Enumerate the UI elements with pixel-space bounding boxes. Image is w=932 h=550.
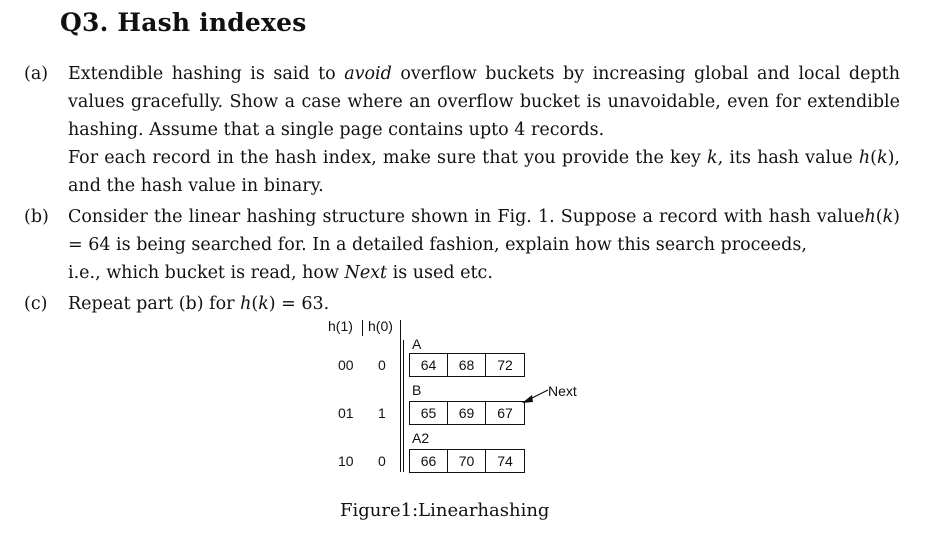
separator-h0-bucket-2: [403, 340, 404, 472]
header-h1: h(1): [328, 318, 353, 334]
row-a-h0: 0: [378, 357, 386, 373]
bucket-a2-record: 66: [410, 450, 448, 472]
question-title: Q3. Hash indexes: [60, 8, 307, 37]
separator-h1-h0: [362, 320, 363, 336]
bucket-b-record: 67: [497, 405, 513, 421]
figure-caption: Figure1:Linearhashing: [340, 500, 550, 521]
bucket-a2-record: 70: [448, 450, 486, 472]
part-b-line-1: Consider the linear hashing structure shown in Fig. 1. Suppose a record with hash valueh(k): [68, 207, 900, 227]
next-pointer-label: Next: [548, 383, 577, 399]
bucket-b-name: B: [412, 382, 422, 398]
part-b-label: (b): [24, 207, 49, 227]
part-a: [0, 60, 932, 210]
bucket-a2: [409, 449, 525, 473]
part-b-text: [68, 203, 908, 287]
part-b-line-2: = 64 is being searched for. In a detailed fashion, explain how this search proceeds,: [68, 235, 807, 255]
row-a2-h0: 0: [378, 453, 386, 469]
bucket-b-record: 69: [448, 402, 486, 424]
part-c-label: (c): [24, 294, 48, 314]
next-arrow-icon: [520, 384, 550, 406]
part-c: [0, 290, 932, 320]
part-a-line-1: Extendible hashing is said to avoid overflow buckets by increasing global and local depth: [68, 64, 900, 84]
bucket-a2-name: A2: [412, 430, 430, 446]
part-a-line-2: values gracefully. Show a case where an overflow bucket is unavoidable, even for extendible: [68, 92, 900, 112]
row-a2-h1: 10: [338, 453, 354, 469]
part-a-text: [68, 60, 908, 200]
part-a-line-3: hashing. Assume that a single page contains upto 4 records.: [68, 120, 605, 140]
header-h0: h(0): [368, 318, 393, 334]
part-a-line-4: For each record in the hash index, make sure that you provide the key k, its hash value h(k),: [68, 148, 900, 168]
bucket-a-record: 64: [410, 354, 448, 376]
part-b-line-3: i.e., which bucket is read, how Next is used etc.: [68, 263, 493, 283]
row-a-h1: 00: [338, 357, 354, 373]
bucket-a-record: 72: [497, 357, 513, 373]
separator-h0-bucket: [400, 320, 401, 472]
part-a-line-5: and the hash value in binary.: [68, 176, 324, 196]
row-b-h1: 01: [338, 405, 354, 421]
bucket-a-record: 68: [448, 354, 486, 376]
bucket-a2-record: 74: [497, 453, 513, 469]
bucket-b-record: 65: [410, 402, 448, 424]
row-b-h0: 1: [378, 405, 386, 421]
bucket-b: [409, 401, 525, 425]
bucket-a: [409, 353, 525, 377]
bucket-a-name: A: [412, 336, 422, 352]
part-c-text: Repeat part (b) for h(k) = 63.: [68, 294, 330, 314]
part-b: [0, 203, 932, 293]
part-a-label: (a): [24, 64, 49, 84]
